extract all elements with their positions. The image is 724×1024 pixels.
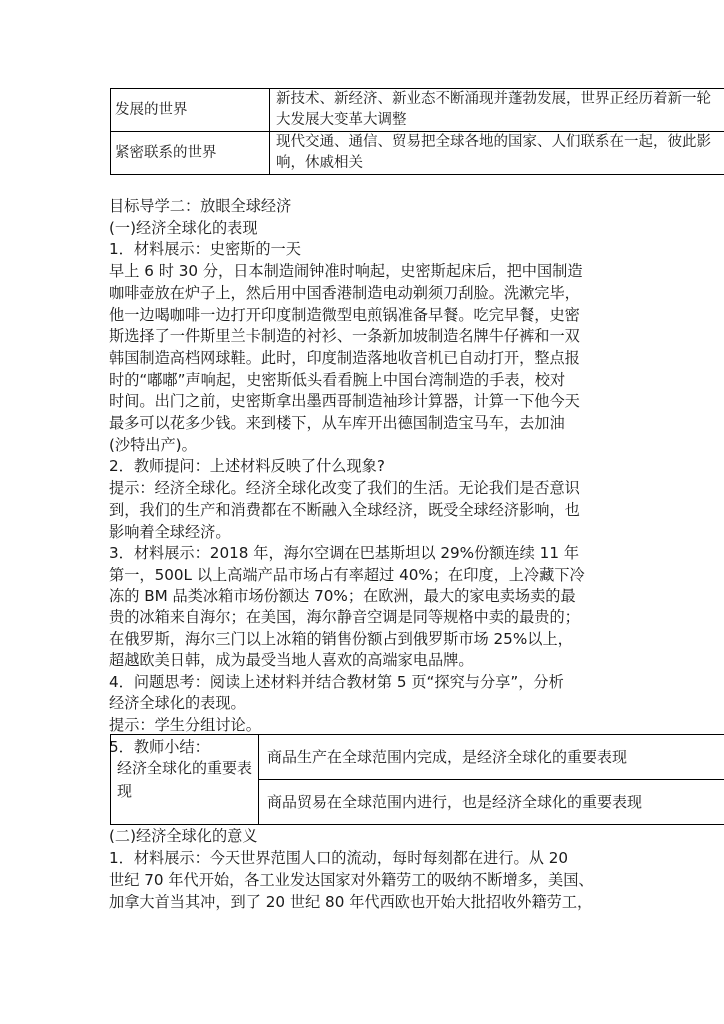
table-row bbox=[111, 89, 724, 132]
world-features-table bbox=[110, 88, 724, 175]
table-row bbox=[111, 132, 724, 175]
table-cell-content: 现代交通、通信、贸易把全球各地的国家、人们联系在一起，彼此影响，休戚相关 bbox=[270, 132, 724, 175]
text-line: 冻的 BM 品类冰箱市场份额达 70%；在欧洲，最大的家电卖场卖的最 bbox=[109, 587, 576, 606]
text-line: 提示：经济全球化。经济全球化改变了我们的生活。无论我们是否意识 bbox=[109, 479, 580, 498]
text-line: 斯选择了一件斯里兰卡制造的衬衫、一条新加坡制造名牌牛仔裤和一双 bbox=[109, 327, 580, 346]
text-line: 贵的冰箱来自海尔；在美国，海尔静音空调是同等规格中卖的最贵的； bbox=[109, 608, 580, 627]
table-cell-content: 新技术、新经济、新业态不断涌现并蓬勃发展，世界正经历着新一轮大发展大变革大调整 bbox=[270, 89, 724, 132]
text-line: 1．材料展示：今天世界范围人口的流动，每时每刻都在进行。从 20 bbox=[109, 849, 569, 867]
text-line: 3．材料展示：2018 年，海尔空调在巴基斯坦以 29%份额连续 11 年 bbox=[109, 544, 580, 563]
text-line: 他一边喝咖啡一边打开印度制造微型电煎锅准备早餐。吃完早餐，史密 bbox=[109, 305, 580, 324]
text-line: 韩国制造高档网球鞋。此时，印度制造落地收音机已自动打开，整点报 bbox=[109, 348, 580, 367]
text-line: 在俄罗斯，海尔三门以上冰箱的销售份额占到俄罗斯市场 25%以上， bbox=[109, 629, 573, 648]
teacher-question: 2．教师提问：上述材料反映了什么现象? bbox=[109, 457, 385, 476]
text-line: 影响着全球经济。 bbox=[109, 522, 231, 541]
teacher-summary: 5．教师小结： bbox=[109, 737, 210, 756]
hint-line: 提示：学生分组讨论。 bbox=[109, 716, 261, 735]
text-line: 最多可以花多少钱。来到楼下，从车库开出德国制造宝马车，去加油 bbox=[109, 414, 565, 433]
subsection-heading: (二)经济全球化的意义 bbox=[109, 827, 258, 845]
goal-heading: 目标导学二：放眼全球经济 bbox=[109, 197, 292, 215]
text-line: 超越欧美日韩，成为最受当地人喜欢的高端家电品牌。 bbox=[109, 651, 474, 670]
table-cell-label: 紧密联系的世界 bbox=[111, 132, 270, 175]
text-line: 早上 6 时 30 分，日本制造闹钟准时响起，史密斯起床后，把中国制造 bbox=[109, 262, 583, 281]
text-line: 加拿大首当其冲，到了 20 世纪 80 年代西欧也开始大批招收外籍劳工， bbox=[109, 893, 593, 911]
globalization-summary-table bbox=[110, 734, 724, 825]
text-line: 到，我们的生产和消费都在不断融入全球经济，既受全球经济影响，也 bbox=[109, 500, 580, 519]
table-cell-content: 商品生产在全球范围内完成，是经济全球化的重要表现 bbox=[259, 735, 724, 780]
table-cell-content: 商品贸易在全球范围内进行，也是经济全球化的重要表现 bbox=[259, 780, 724, 825]
subsection-heading: (一)经济全球化的表现 bbox=[109, 218, 258, 237]
text-line: 经济全球化的表现。 bbox=[109, 694, 246, 713]
main-text bbox=[109, 196, 621, 759]
table-cell-label: 发展的世界 bbox=[111, 89, 270, 132]
table-row bbox=[111, 735, 724, 780]
text-line: 世纪 70 年代开始，各工业发达国家对外籍劳工的吸纳不断增多，美国、 bbox=[109, 871, 594, 889]
text-line: 时间。出门之前，史密斯拿出墨西哥制造袖珍计算器，计算一下他今天 bbox=[109, 392, 580, 411]
main-text-continued bbox=[109, 825, 629, 913]
text-line: 时的“嘟嘟”声响起，史密斯低头看看腕上中国台湾制造的手表，校对 bbox=[109, 370, 566, 389]
material-title: 1．材料展示：史密斯的一天 bbox=[109, 240, 301, 259]
text-line: (沙特出产)。 bbox=[109, 435, 197, 454]
text-line: 咖啡壶放在炉子上，然后用中国香港制造电动剃须刀刮脸。洗漱完毕， bbox=[109, 283, 580, 302]
text-line: 第一，500L 以上高端产品市场占有率超过 40%；在印度，上冷藏下冷 bbox=[109, 565, 585, 584]
table-cell-label: 经济全球化的重要表现 bbox=[111, 735, 259, 825]
text-line: 4．问题思考：阅读上述材料并结合教材第 5 页“探究与分享”，分析 bbox=[109, 672, 564, 691]
